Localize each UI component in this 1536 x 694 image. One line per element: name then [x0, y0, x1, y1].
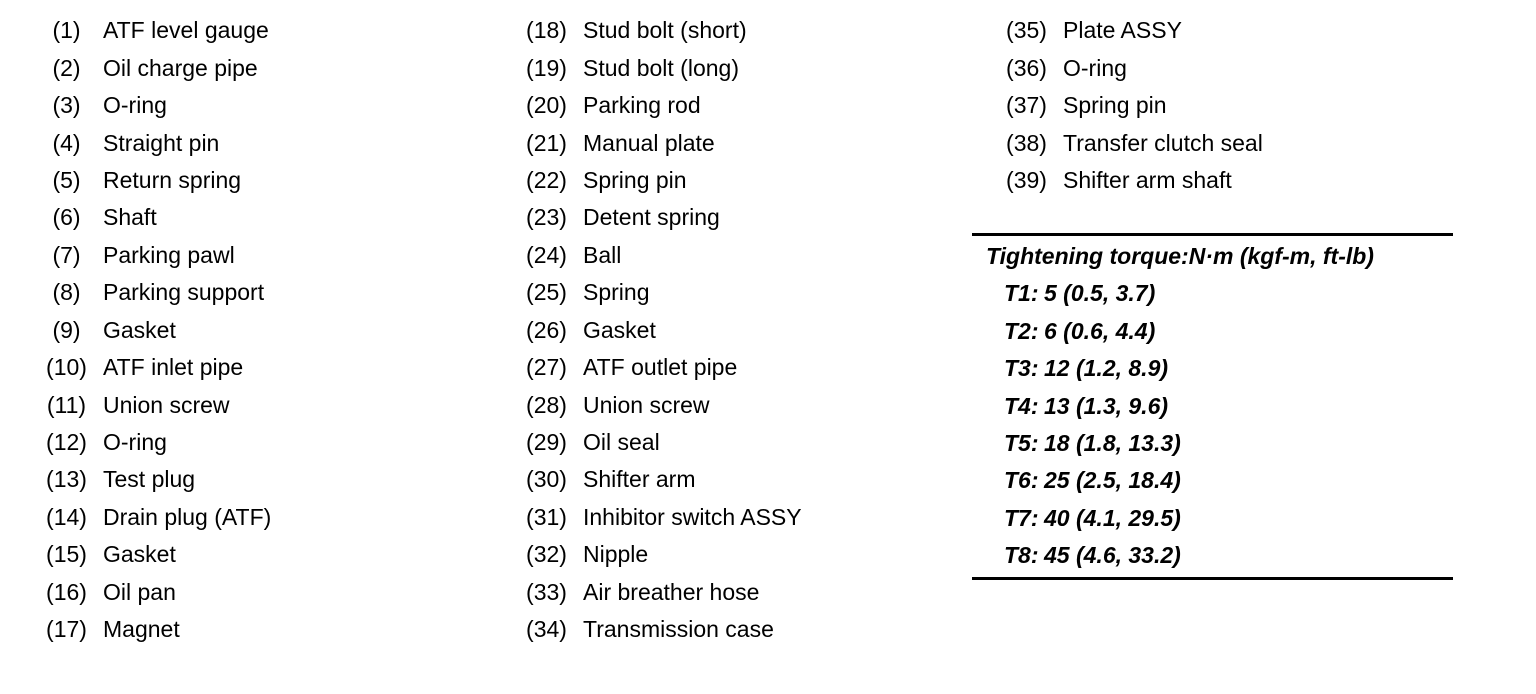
- part-number: (19): [526, 54, 567, 81]
- torque-code: T5:: [1004, 429, 1039, 456]
- list-item: [510, 124, 802, 161]
- part-name: Oil pan: [103, 578, 176, 605]
- part-name: Gasket: [103, 541, 176, 568]
- part-number: (3): [52, 92, 81, 119]
- torque-row: [972, 462, 1453, 499]
- part-number: (25): [526, 279, 567, 306]
- part-name: Inhibitor switch ASSY: [583, 503, 802, 530]
- list-item: [990, 124, 1263, 161]
- part-number: (30): [526, 466, 567, 493]
- part-name: Union screw: [103, 391, 230, 418]
- part-name: O-ring: [103, 92, 167, 119]
- list-item: [30, 199, 271, 236]
- list-item: [510, 274, 802, 311]
- list-item: [30, 349, 271, 386]
- list-item: [30, 386, 271, 423]
- torque-row: [972, 312, 1453, 349]
- part-name: Parking pawl: [103, 241, 235, 268]
- torque-value: 25 (2.5, 18.4): [1044, 467, 1181, 494]
- torque-value: 13 (1.3, 9.6): [1044, 392, 1169, 419]
- list-item: [30, 49, 271, 86]
- part-number: (22): [526, 166, 567, 193]
- torque-code: T7:: [1004, 504, 1039, 531]
- part-name: Test plug: [103, 466, 196, 493]
- part-name: Oil seal: [583, 429, 660, 456]
- part-name: Manual plate: [583, 129, 715, 156]
- list-item: [990, 87, 1263, 124]
- list-item: [30, 312, 271, 349]
- part-number: (27): [526, 354, 567, 381]
- part-name: O-ring: [103, 429, 167, 456]
- part-name: Air breather hose: [583, 578, 760, 605]
- part-number: (4): [52, 129, 81, 156]
- list-item: [510, 312, 802, 349]
- list-item: [510, 162, 802, 199]
- parts-list: [990, 12, 1263, 199]
- list-item: [510, 87, 802, 124]
- part-number: (8): [52, 279, 81, 306]
- part-number: (26): [526, 316, 567, 343]
- list-item: [990, 49, 1263, 86]
- torque-code: T2:: [1004, 317, 1039, 344]
- list-item: [510, 237, 802, 274]
- list-item: [30, 124, 271, 161]
- torque-row: [972, 500, 1453, 537]
- torque-code: T3:: [1004, 355, 1039, 382]
- part-number: (13): [46, 466, 87, 493]
- list-item: [510, 49, 802, 86]
- part-name: Spring pin: [583, 166, 687, 193]
- part-number: (10): [46, 354, 87, 381]
- part-number: (32): [526, 541, 567, 568]
- torque-code: T8:: [1004, 542, 1039, 569]
- torque-value: 45 (4.6, 33.2): [1044, 542, 1181, 569]
- parts-list: [510, 12, 802, 648]
- part-name: Stud bolt (short): [583, 17, 747, 44]
- list-item: [30, 611, 271, 648]
- torque-row: [972, 275, 1453, 312]
- part-name: Shifter arm: [583, 466, 696, 493]
- part-number: (33): [526, 578, 567, 605]
- part-number: (2): [52, 54, 81, 81]
- part-name: Transmission case: [583, 616, 774, 643]
- list-item: [510, 461, 802, 498]
- part-number: (9): [52, 316, 81, 343]
- part-number: (23): [526, 204, 567, 231]
- part-number: (15): [46, 541, 87, 568]
- list-item: [510, 499, 802, 536]
- list-item: [30, 12, 271, 49]
- torque-row: [972, 537, 1453, 574]
- part-name: Straight pin: [103, 129, 220, 156]
- part-number: (20): [526, 92, 567, 119]
- part-name: Ball: [583, 241, 622, 268]
- parts-column-1: [30, 12, 271, 648]
- parts-column-2: [510, 12, 802, 648]
- torque-row: [972, 425, 1453, 462]
- part-name: Spring: [583, 279, 650, 306]
- list-item: [30, 499, 271, 536]
- part-name: ATF level gauge: [103, 17, 269, 44]
- torque-title: Tightening torque:N·m (kgf-m, ft-lb): [986, 243, 1374, 269]
- part-number: (14): [46, 503, 87, 530]
- list-item: [510, 536, 802, 573]
- part-name: Nipple: [583, 541, 649, 568]
- torque-row: [972, 387, 1453, 424]
- torque-value: 40 (4.1, 29.5): [1044, 504, 1181, 531]
- part-name: Parking support: [103, 279, 265, 306]
- part-number: (11): [46, 391, 87, 418]
- part-number: (31): [526, 503, 567, 530]
- list-item: [30, 424, 271, 461]
- torque-value: 6 (0.6, 4.4): [1044, 317, 1156, 344]
- list-item: [30, 574, 271, 611]
- part-name: Gasket: [583, 316, 656, 343]
- torque-table: [972, 233, 1453, 580]
- part-name: Drain plug (ATF): [103, 503, 272, 530]
- torque-row: [972, 350, 1453, 387]
- part-name: Gasket: [103, 316, 176, 343]
- torque-code: T1:: [1004, 280, 1039, 307]
- part-name: Transfer clutch seal: [1063, 129, 1263, 156]
- part-name: Stud bolt (long): [583, 54, 739, 81]
- torque-code: T6:: [1004, 467, 1039, 494]
- part-number: (17): [46, 616, 87, 643]
- part-number: (39): [1006, 166, 1047, 193]
- torque-value: 12 (1.2, 8.9): [1044, 355, 1169, 382]
- part-name: Magnet: [103, 616, 180, 643]
- part-name: O-ring: [1063, 54, 1127, 81]
- part-name: Shaft: [103, 204, 157, 231]
- list-item: [30, 536, 271, 573]
- list-item: [990, 12, 1263, 49]
- part-number: (35): [1006, 17, 1047, 44]
- part-number: (24): [526, 241, 567, 268]
- part-number: (29): [526, 429, 567, 456]
- torque-code: T4:: [1004, 392, 1039, 419]
- list-item: [30, 274, 271, 311]
- list-item: [30, 237, 271, 274]
- list-item: [510, 574, 802, 611]
- torque-value: 5 (0.5, 3.7): [1044, 280, 1156, 307]
- list-item: [30, 461, 271, 498]
- parts-list: [30, 12, 271, 648]
- part-number: (28): [526, 391, 567, 418]
- part-number: (18): [526, 17, 567, 44]
- list-item: [510, 12, 802, 49]
- part-name: Detent spring: [583, 204, 720, 231]
- part-name: Shifter arm shaft: [1063, 166, 1232, 193]
- part-number: (34): [526, 616, 567, 643]
- part-name: Union screw: [583, 391, 710, 418]
- part-number: (12): [46, 429, 87, 456]
- part-name: Oil charge pipe: [103, 54, 258, 81]
- part-number: (1): [52, 17, 81, 44]
- part-name: Parking rod: [583, 92, 701, 119]
- part-number: (38): [1006, 129, 1047, 156]
- part-name: ATF outlet pipe: [583, 354, 738, 381]
- part-name: Spring pin: [1063, 92, 1167, 119]
- part-number: (6): [52, 204, 81, 231]
- parts-column-3: [990, 12, 1263, 199]
- list-item: [30, 87, 271, 124]
- list-item: [510, 386, 802, 423]
- list-item: [510, 199, 802, 236]
- part-name: ATF inlet pipe: [103, 354, 244, 381]
- part-number: (16): [46, 578, 87, 605]
- list-item: [30, 162, 271, 199]
- list-item: [510, 424, 802, 461]
- list-item: [990, 162, 1263, 199]
- part-number: (5): [52, 166, 81, 193]
- torque-value: 18 (1.8, 13.3): [1044, 429, 1181, 456]
- part-name: Plate ASSY: [1063, 17, 1182, 44]
- part-number: (37): [1006, 92, 1047, 119]
- part-number: (7): [52, 241, 81, 268]
- part-number: (21): [526, 129, 567, 156]
- list-item: [510, 611, 802, 648]
- part-number: (36): [1006, 54, 1047, 81]
- list-item: [510, 349, 802, 386]
- part-name: Return spring: [103, 166, 242, 193]
